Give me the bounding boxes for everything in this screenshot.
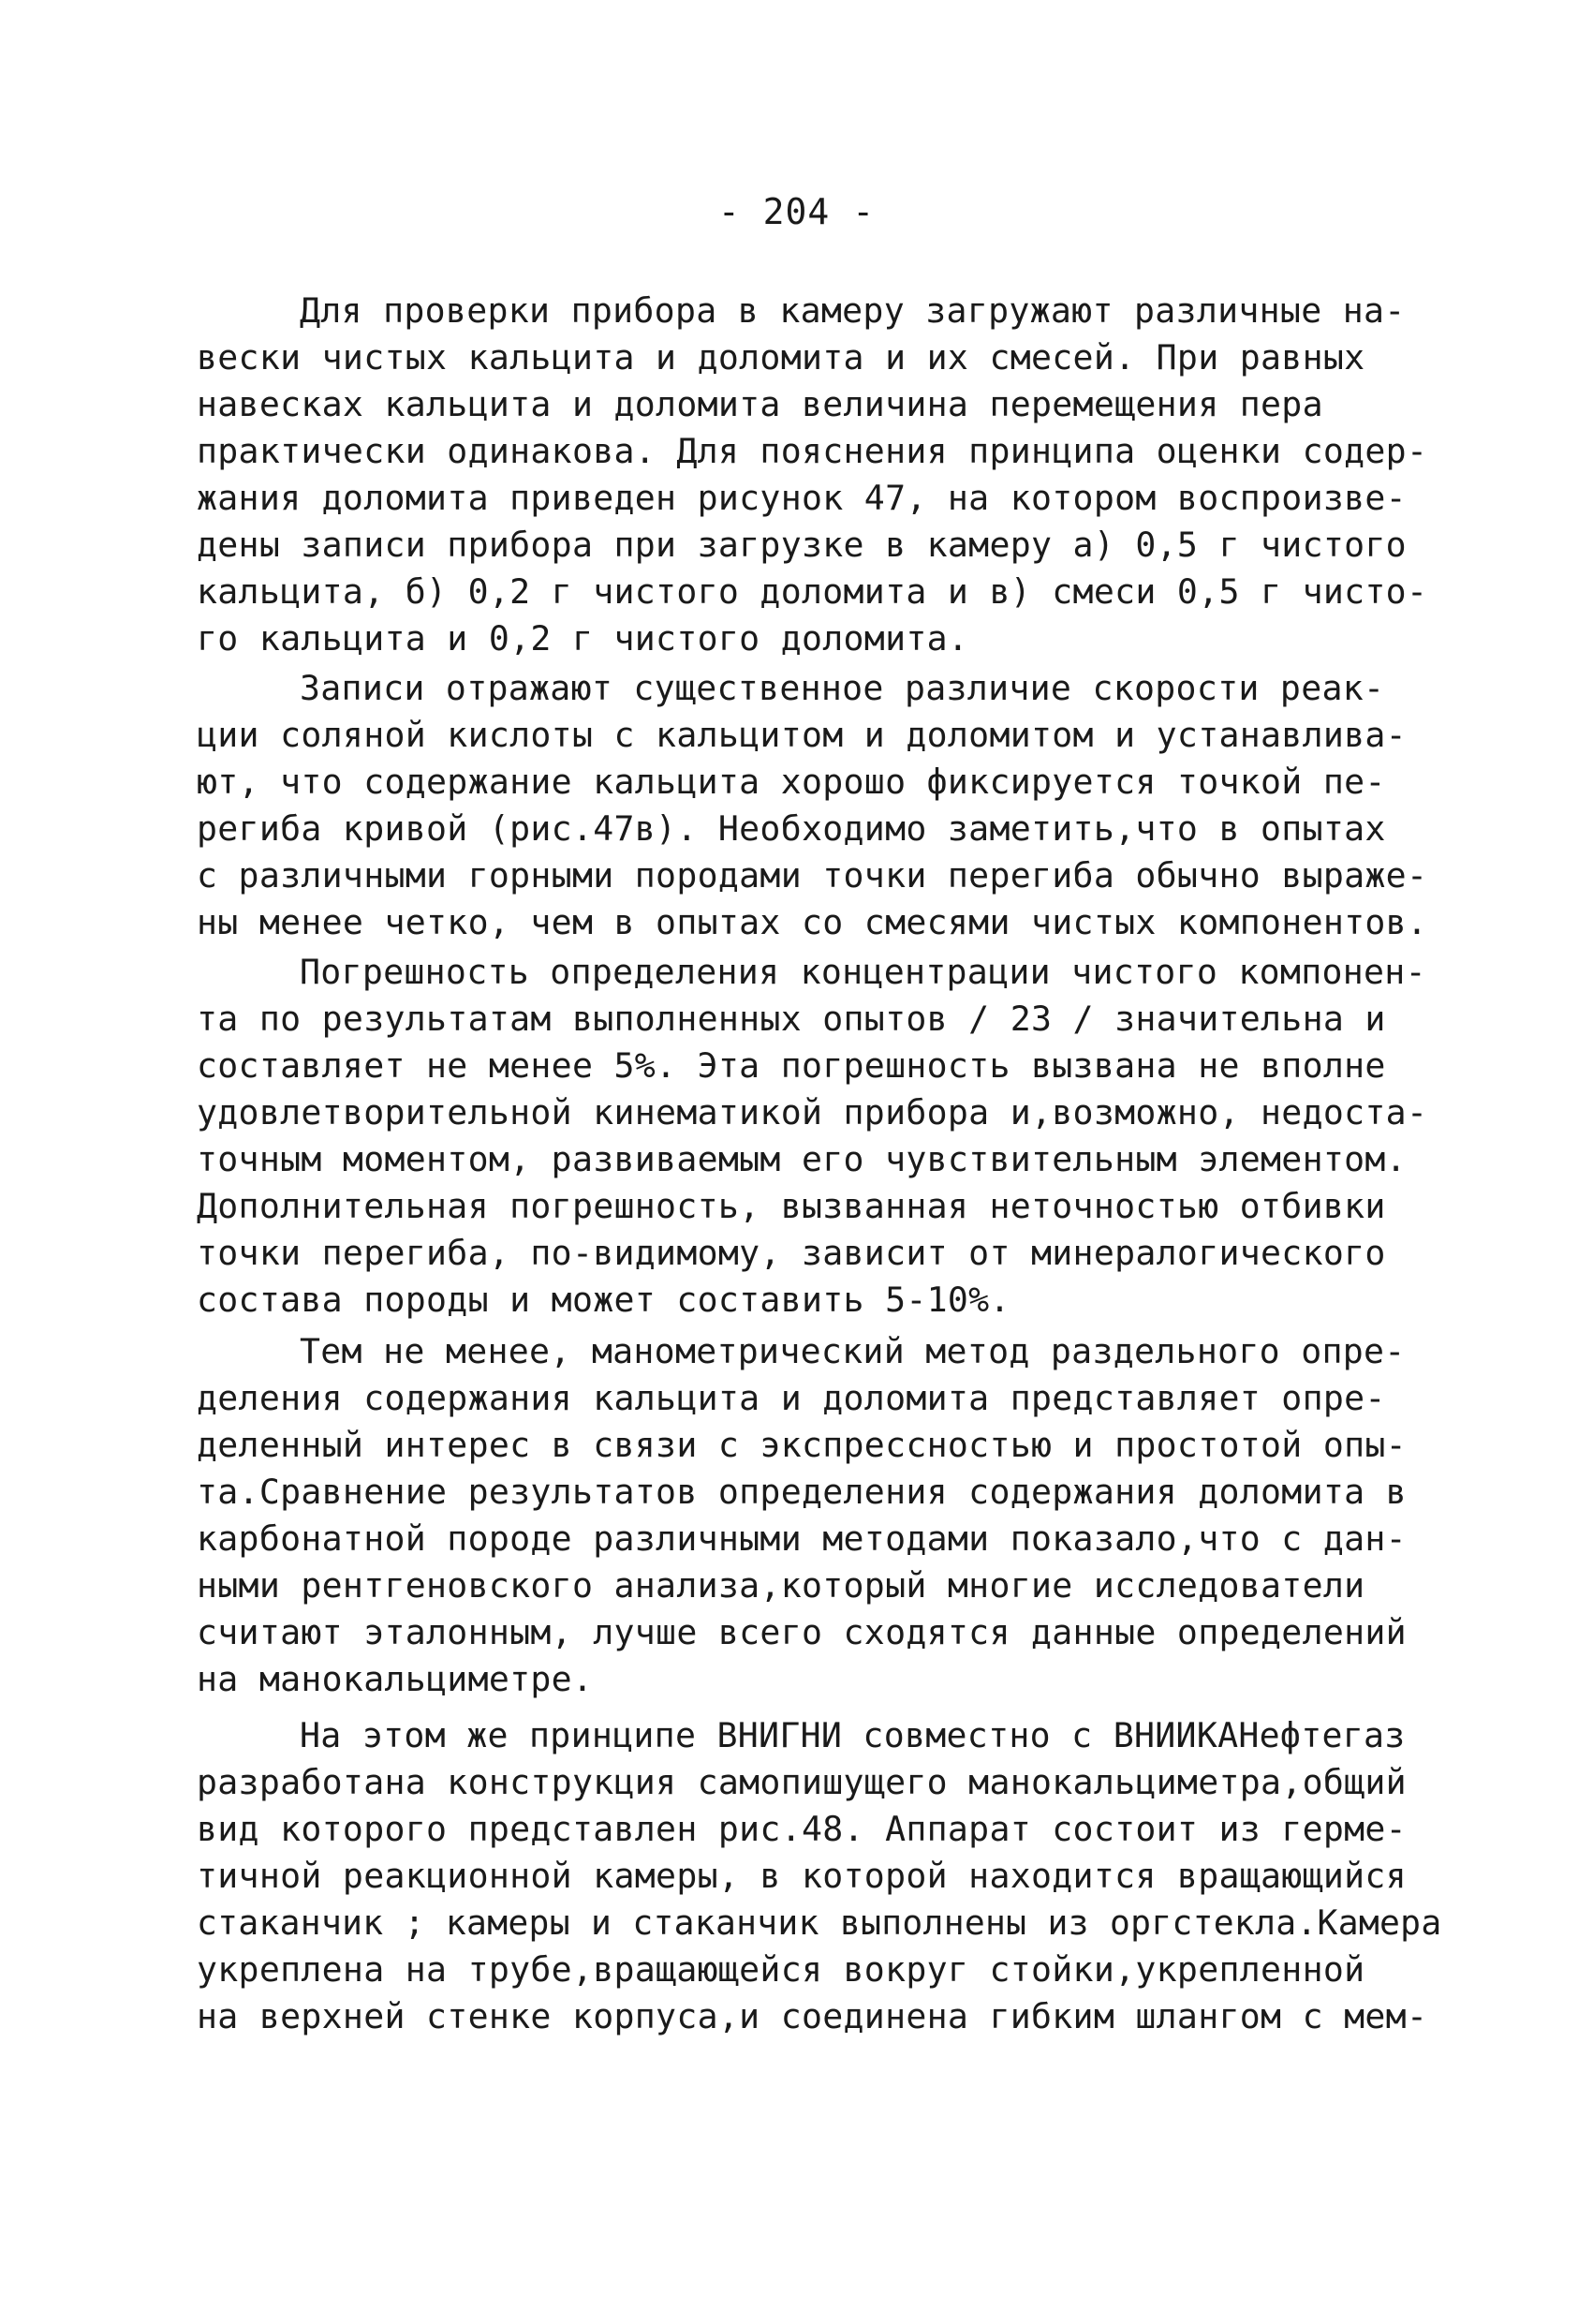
text-line: с различными горными породами точки перегиба обычно выраже-	[197, 855, 1428, 896]
text-line: точки перегиба, по-видимому, зависит от минералогического	[197, 1233, 1386, 1273]
text-line: На этом же принципе ВНИГНИ совместно с ВНИИКАНефтегаз	[300, 1715, 1406, 1755]
text-line: ными рентгеновского анализа,который многие исследователи	[197, 1565, 1365, 1606]
text-line: стаканчик ; камеры и стаканчик выполнены из оргстекла.Камера	[197, 1902, 1442, 1943]
text-line: кальцита, б) 0,2 г чистого доломита и в) смеси 0,5 г чисто-	[197, 571, 1428, 612]
text-line: на манокальциметре.	[197, 1659, 594, 1699]
text-line: практически одинакова. Для пояснения принципа оценки содер-	[197, 431, 1428, 471]
text-line: та по результатам выполненных опытов / 23 / значительна и	[197, 999, 1386, 1039]
text-line: жания доломита приведен рисунок 47, на котором воспроизве-	[197, 478, 1407, 518]
text-line: деления содержания кальцита и доломита представляет опре-	[197, 1378, 1386, 1418]
text-line: разработана конструкция самопишущего манокальциметра,общий	[197, 1762, 1407, 1802]
text-line: точным моментом, развиваемым его чувствительным элементом.	[197, 1139, 1407, 1179]
text-line: карбонатной породе различными методами показало,что с дан-	[197, 1518, 1407, 1559]
text-line: считают эталонным, лучше всего сходятся данные определений	[197, 1612, 1407, 1652]
text-line: ции соляной кислоты с кальцитом и доломитом и устанавлива-	[197, 715, 1407, 755]
page-number: - 204 -	[717, 191, 876, 232]
text-line: деленный интерес в связи с экспрессностью и простотой опы-	[197, 1425, 1407, 1465]
text-line: вид которого представлен рис.48. Аппарат состоит из герме-	[197, 1809, 1407, 1849]
text-line: Записи отражают существенное различие скорости реак-	[300, 668, 1385, 708]
text-line: состава породы и может составить 5-10%.	[197, 1280, 1010, 1320]
text-line: го кальцита и 0,2 г чистого доломита.	[197, 618, 969, 659]
text-line: Для проверки прибора в камеру загружают различные на-	[300, 290, 1406, 331]
text-line: укреплена на трубе,вращающейся вокруг стойки,укрепленной	[197, 1949, 1365, 1990]
text-line: дены записи прибора при загрузке в камеру а) 0,5 г чистого	[197, 525, 1407, 565]
text-line: удовлетворительной кинематикой прибора и,возможно, недоста-	[197, 1092, 1428, 1132]
text-line: региба кривой (рис.47в). Необходимо заметить,что в опытах	[197, 808, 1386, 849]
text-line: ют, что содержание кальцита хорошо фиксируется точкой пе-	[197, 762, 1386, 802]
text-line: Дополнительная погрешность, вызванная неточностью отбивки	[197, 1186, 1386, 1226]
text-line: вески чистых кальцита и доломита и их смесей. При равных	[197, 337, 1365, 377]
text-line: на верхней стенке корпуса,и соединена гибким шлангом с мем-	[197, 1996, 1428, 2036]
text-line: ны менее четко, чем в опытах со смесями чистых компонентов.	[197, 902, 1428, 942]
text-line: Погрешность определения концентрации чистого компонен-	[300, 952, 1426, 992]
text-line: тичной реакционной камеры, в которой находится вращающийся	[197, 1856, 1407, 1896]
text-line: навесках кальцита и доломита величина перемещения пера	[197, 384, 1323, 424]
text-line: та.Сравнение результатов определения содержания доломита в	[197, 1472, 1407, 1512]
text-line: Тем не менее, манометрический метод раздельного опре-	[300, 1331, 1406, 1371]
text-line: составляет не менее 5%. Эта погрешность вызвана не вполне	[197, 1045, 1386, 1086]
